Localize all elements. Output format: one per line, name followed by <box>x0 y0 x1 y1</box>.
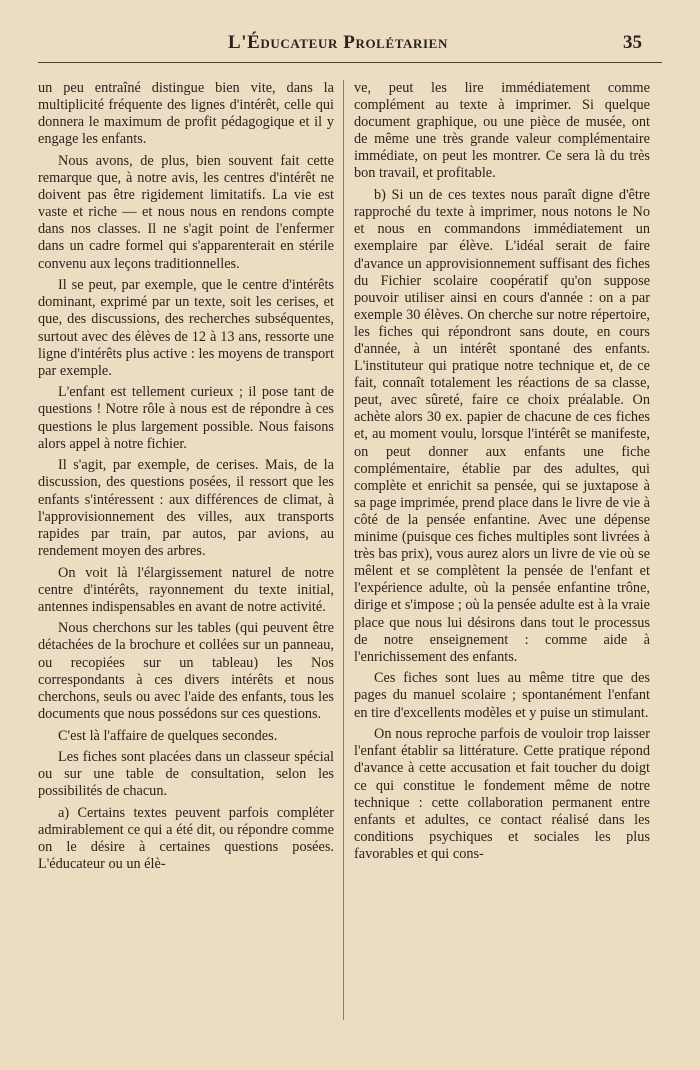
paragraph: b) Si un de ces textes nous paraît digne d'être rapproché du texte à imprimer, nous notons le No et nous en commandons immédiatement un exemplaire par élève. L'idéal serait de faire d'avance un approvisionnement suffisant des fiches du Fichier scolaire coopératif qu'on suppose pouvoir utiliser ainsi en cours d'année : on a par exemple 30 élèves. On cherche sur notre répertoire, les fiches qui répondront sans doute, en cours d'année, à un intérêt spontané des enfants. L'instituteur qui pratique notre technique et, de ce fait, connaît totalement les réactions de sa classe, peut, avec sûreté, faire ce choix préalable. On achète alors 30 ex. papier de chacune de ces fiches et, au moment voulu, lorsque l'intérêt se manifeste, on peut donner aux enfants une fiche complémentaire, établie par des adultes, qui complète et enrichit sa pensée, qui se juxtapose à sa page imprimée, prend place dans le livre de vie à côté de la pensée enfantine. Avec une dépense minime (puisque ces fiches multiples sont livrées à très bas prix), vous aurez alors un livre de vie où se mêlent et se complètent la pensée de l'enfant et l'expérience adulte, où la pensée enfantine trône, dirige et s'impose ; où la pensée adulte est à la vraie place que nous lui désirons dans tout le processus de notre enseignement : comme aide à l'enrichissement des enfants. <box>354 187 650 665</box>
paragraph: On voit là l'élargissement naturel de notre centre d'intérêts, rayonnement du texte initial, antennes indispensables en avant de notre activité. <box>38 564 334 615</box>
paragraph: L'enfant est tellement curieux ; il pose tant de questions ! Notre rôle à nous est de répondre à ces questions le plus largement possible. Nous faisons alors appel à notre fichier. <box>38 384 334 452</box>
paragraph: a) Certains textes peuvent parfois compléter admirablement ce qui a été dit, ou répondre comme on le désire à certaines questions posées. L'éducateur ou un élè- <box>38 805 334 873</box>
paragraph: Nous avons, de plus, bien souvent fait cette remarque que, à notre avis, les centres d'intérêt ne doivent pas être rigidement limitatifs. La vie est vaste et riche — et nous nous en rendons compte dans nos classes. Il ne s'agit point de l'enfermer dans un cadre formel qui s'apparenterait en stérile convenu aux leçons traditionnelles. <box>38 152 334 272</box>
paragraph: Il s'agit, par exemple, de cerises. Mais, de la discussion, des questions posées, il ressort que les enfants s'intéressent : aux différences de climat, à l'approvisionnement des villes, aux transports rapides par train, par autos, par avions, au rendement moyen des arbres. <box>38 457 334 559</box>
paragraph: On nous reproche parfois de vouloir trop laisser l'enfant établir sa littérature. Cette pratique répond d'avance à cette accusation et fait toucher du doigt ce qui constitue le fondement même de notre technique : cette collaboration permanent entre enfants et adultes, ce contact réalisé dans les conditions psychiques et sociales les plus favorables et qui cons- <box>354 726 650 862</box>
right-column <box>354 80 650 868</box>
paragraph: Ces fiches sont lues au même titre que des pages du manuel scolaire ; spontanément l'enfant en tire d'excellents modèles et y puise un stimulant. <box>354 670 650 721</box>
paragraph: Nous cherchons sur les tables (qui peuvent être détachées de la brochure et collées sur un panneau, ou recopiées sur un tableau) les Nos correspondants à ces divers intérêts et nous cherchons, seuls ou avec l'aide des enfants, tous les documents que nous possédons sur ces questions. <box>38 620 334 722</box>
journal-title: L'Éducateur Prolétarien <box>228 32 448 53</box>
paragraph: C'est là l'affaire de quelques secondes. <box>58 727 278 744</box>
paragraph: ve, peut les lire immédiatement comme complément au texte à imprimer. Si quelque document graphique, ou une pièce de musée, ont de même une très grande valeur complémentaire immédiate, on peut les montrer. Ce sera là du très bon travail, et profitable. <box>354 80 650 182</box>
column-divider <box>343 80 344 1020</box>
page-number: 35 <box>623 32 642 53</box>
running-header <box>38 28 662 63</box>
paragraph: Les fiches sont placées dans un classeur spécial ou sur une table de consultation, selon les possibilités de chacun. <box>38 749 334 800</box>
left-column <box>38 80 334 878</box>
paragraph: un peu entraîné distingue bien vite, dans la multiplicité fréquente des lignes d'intérêt, celle qui donnera le maximum de profit pédagogique et il y engage les enfants. <box>38 80 334 148</box>
paragraph: Il se peut, par exemple, que le centre d'intérêts dominant, exprimé par un texte, soit les cerises, et que, des discussions, des recherches subséquentes, surtout avec des élèves de 12 à 13 ans, ressorte une ligne d'intérêts plus active : les moyens de transport par exemple. <box>38 277 334 379</box>
